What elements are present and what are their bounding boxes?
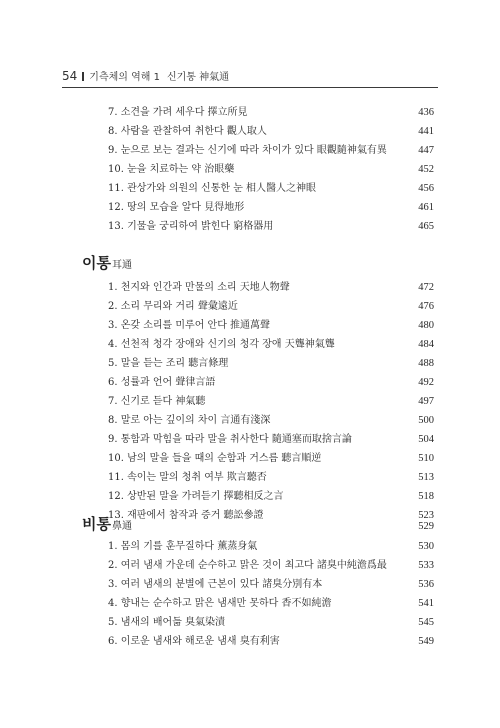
toc-entry-page: 436 bbox=[418, 107, 434, 118]
toc-entry[interactable] bbox=[62, 179, 438, 198]
section-heading-hanja: 鼻通 bbox=[111, 521, 132, 532]
toc-entry-title: 6. 이로운 냄새와 해로운 냄새 臭有利害 bbox=[108, 636, 280, 647]
header-divider bbox=[82, 72, 84, 81]
toc-entry[interactable] bbox=[62, 141, 438, 160]
toc-entry[interactable] bbox=[62, 613, 438, 632]
toc-section-continued bbox=[62, 103, 438, 236]
toc-entry[interactable] bbox=[62, 316, 438, 335]
header-book-title: 기측체의 역해 1 bbox=[89, 72, 160, 83]
toc-entry[interactable] bbox=[62, 373, 438, 392]
toc-entry-page: 545 bbox=[418, 617, 434, 628]
toc-entry-title: 1. 천지와 인간과 만물의 소리 天地人物聲 bbox=[108, 282, 290, 293]
toc-entry[interactable] bbox=[62, 278, 438, 297]
toc-entry[interactable] bbox=[62, 594, 438, 613]
toc-entry-page: 456 bbox=[418, 183, 434, 194]
header-page-number: 54 bbox=[62, 69, 78, 83]
toc-entry-title: 12. 상반된 말을 가려듣기 擇聽相反之言 bbox=[108, 491, 284, 502]
toc-entry-title: 4. 향내는 순수하고 맑은 냄새만 못하다 香不如純澹 bbox=[108, 598, 332, 609]
toc-entry[interactable] bbox=[62, 297, 438, 316]
toc-entry-page: 447 bbox=[418, 145, 434, 156]
toc-entry-title: 3. 여러 냄새의 분별에 근본이 있다 諸臭分別有本 bbox=[108, 579, 323, 590]
toc-entry[interactable] bbox=[62, 487, 438, 506]
toc-entry[interactable] bbox=[62, 556, 438, 575]
toc-entry-title: 7. 소견을 가려 세우다 擇立所見 bbox=[108, 107, 248, 118]
toc-entry[interactable] bbox=[62, 449, 438, 468]
toc-entry-page: 452 bbox=[418, 164, 434, 175]
toc-entry[interactable] bbox=[62, 160, 438, 179]
toc-entry-title: 4. 선천적 청각 장애와 신기의 청각 장애 天聾神氣聾 bbox=[108, 339, 335, 350]
toc-entry-page: 492 bbox=[418, 377, 434, 388]
toc-entry[interactable] bbox=[62, 122, 438, 141]
toc-entry-title: 9. 눈으로 보는 결과는 신기에 따라 차이가 있다 眼觀隨神氣有異 bbox=[108, 145, 387, 156]
toc-entry-page: 465 bbox=[418, 221, 434, 232]
toc-entry[interactable] bbox=[62, 392, 438, 411]
running-header bbox=[62, 68, 229, 83]
toc-entry-page: 441 bbox=[418, 126, 434, 137]
toc-entry[interactable] bbox=[62, 198, 438, 217]
toc-entry-page: 530 bbox=[418, 541, 434, 552]
header-sub-title: 신기통 神氣通 bbox=[166, 72, 230, 83]
toc-entry-page: 518 bbox=[418, 491, 434, 502]
toc-entry[interactable] bbox=[62, 575, 438, 594]
toc-entry-page: 510 bbox=[418, 453, 434, 464]
toc-entry-title: 6. 성률과 언어 聲律言語 bbox=[108, 377, 216, 388]
toc-entry[interactable] bbox=[62, 537, 438, 556]
toc-entry-page: 488 bbox=[418, 358, 434, 369]
toc-entry-page: 461 bbox=[418, 202, 434, 213]
toc-entry[interactable] bbox=[62, 411, 438, 430]
toc-entry-title: 9. 통함과 막힘을 따라 말을 취사한다 隨通塞而取捨言論 bbox=[108, 434, 352, 445]
toc-entry-page: 513 bbox=[418, 472, 434, 483]
section-heading-title: 비통 bbox=[82, 515, 111, 533]
toc-entry-title: 11. 속이는 말의 청취 여부 欺言聽否 bbox=[108, 472, 267, 483]
toc-entry[interactable] bbox=[62, 430, 438, 449]
toc-entry-title: 13. 기물을 궁리하여 밝힌다 窮格器用 bbox=[108, 221, 274, 232]
toc-entry-title: 10. 남의 말을 들을 때의 순함과 거스름 聽言順逆 bbox=[108, 453, 322, 464]
section-heading-ear[interactable] bbox=[62, 250, 438, 276]
toc-entry-page: 500 bbox=[418, 415, 434, 426]
section-heading-page: 529 bbox=[418, 521, 434, 532]
toc-entry-title: 10. 눈을 치료하는 약 治眼藥 bbox=[108, 164, 235, 175]
header-rule bbox=[62, 87, 438, 88]
toc-entry-page: 549 bbox=[418, 636, 434, 647]
toc-entry-title: 2. 여러 냄새 가운데 순수하고 맑은 것이 최고다 諸臭中純澹爲最 bbox=[108, 560, 387, 571]
toc-entry-page: 480 bbox=[418, 320, 434, 331]
toc-entry-page: 536 bbox=[418, 579, 434, 590]
toc-entry-page: 476 bbox=[418, 301, 434, 312]
toc-entry-title: 12. 땅의 모습을 알다 見得地形 bbox=[108, 202, 245, 213]
toc-entry-title: 5. 말을 듣는 조리 聽言條理 bbox=[108, 358, 229, 369]
toc-entry-title: 13. 재판에서 참작과 증거 聽訟參證 bbox=[108, 510, 264, 521]
toc-entry[interactable] bbox=[62, 632, 438, 651]
toc-entry[interactable] bbox=[62, 217, 438, 236]
toc-entry-title: 7. 신기로 듣다 神氣聽 bbox=[108, 396, 206, 407]
toc-entry[interactable] bbox=[62, 468, 438, 487]
toc-entry-title: 8. 사람을 관찰하여 취한다 觀人取人 bbox=[108, 126, 267, 137]
section-heading-title: 이통 bbox=[82, 254, 111, 272]
toc-entry-title: 3. 온갖 소리를 미루어 안다 推通萬聲 bbox=[108, 320, 271, 331]
toc-entry-title: 2. 소리 무리와 거리 聲彙遠近 bbox=[108, 301, 238, 312]
toc-entry-title: 1. 몸의 기를 훈무질하다 薰蒸身氣 bbox=[108, 541, 258, 552]
toc-entry[interactable] bbox=[62, 103, 438, 122]
section-heading-hanja: 耳通 bbox=[111, 260, 132, 271]
toc-entry-page: 541 bbox=[418, 598, 434, 609]
toc-entry[interactable] bbox=[62, 354, 438, 373]
toc-entry-page: 484 bbox=[418, 339, 434, 350]
toc-section-nose bbox=[62, 511, 438, 651]
toc-entry-title: 11. 관상가와 의원의 신통한 눈 相人醫人之神眼 bbox=[108, 183, 317, 194]
toc-entry[interactable] bbox=[62, 335, 438, 354]
section-heading-nose[interactable] bbox=[62, 511, 438, 537]
toc-entry-page: 497 bbox=[418, 396, 434, 407]
toc-entry-page: 533 bbox=[418, 560, 434, 571]
toc-entry-title: 8. 말로 아는 깊이의 차이 言通有淺深 bbox=[108, 415, 271, 426]
toc-entry-page: 504 bbox=[418, 434, 434, 445]
toc-entry-page: 523 bbox=[418, 510, 434, 521]
toc-entry-title: 5. 냄새의 배어듦 臭氣染漬 bbox=[108, 617, 226, 628]
toc-section-ear bbox=[62, 250, 438, 525]
toc-entry-page: 472 bbox=[418, 282, 434, 293]
